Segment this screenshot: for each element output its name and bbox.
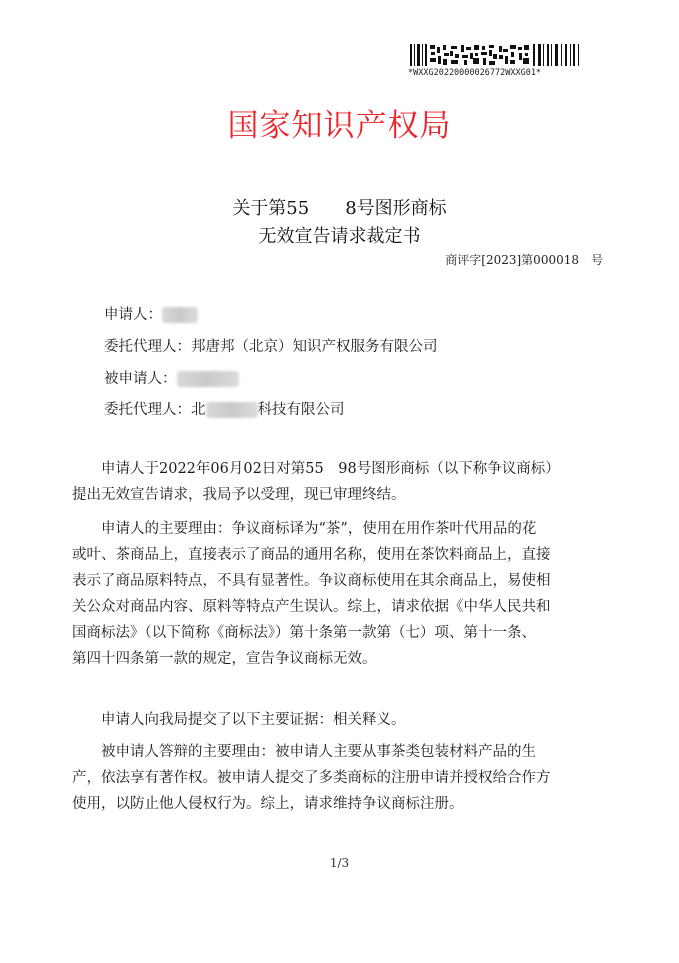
paragraph-line: 表示了商品原料特点，不具有显著性。争议商标使用在其余商品上，易使相 [72, 573, 551, 589]
respondent-label: 被申请人： [104, 371, 177, 387]
agent1-label: 委托代理人： [104, 339, 191, 355]
document-number: 商评字[2023]第000018 号 [445, 253, 603, 267]
paragraph-line: 第四十四条第一款的规定，宣告争议商标无效。 [72, 651, 377, 667]
barcode-text: *WXXG20220000026772WXXG01* [408, 68, 542, 78]
paragraph-respondent-reasons [72, 739, 612, 817]
document-title-line2: 无效宣告请求裁定书 [258, 226, 421, 247]
paragraph-line: 或叶、茶商品上，直接表示了商品的通用名称，使用在茶饮料商品上，直接 [72, 547, 551, 563]
agent2-prefix: 北 [191, 402, 206, 418]
paragraph-line: 申请人于2022年06月02日对第55 98号图形商标（以下称争议商标） [72, 461, 560, 477]
redacted-name [162, 307, 198, 323]
paragraph-line: 提出无效宣告请求，我局予以受理，现已审理终结。 [72, 487, 406, 503]
respondent-row [104, 367, 239, 388]
agent2-row [104, 398, 345, 419]
barcode-block [408, 44, 586, 78]
paragraph-line: 产，依法享有著作权。被申请人提交了多类商标的注册申请并授权给合作方 [72, 770, 551, 786]
page-number: 1/3 [329, 856, 350, 870]
paragraph-line: 申请人向我局提交了以下主要证据：相关释义。 [72, 712, 406, 728]
paragraph-line: 被申请人答辩的主要理由：被申请人主要从事茶类包装材料产品的生 [72, 744, 536, 760]
applicant-row [104, 303, 198, 324]
paragraph-line: 国商标法》（以下简称《商标法》）第十条第一款第（七）项、第十一条、 [72, 625, 536, 641]
agent1-row [104, 335, 438, 356]
paragraph-line: 申请人的主要理由：争议商标译为“茶”，使用在用作茶叶代用品的花 [72, 521, 537, 537]
redacted-name [177, 371, 239, 387]
redacted-name [206, 402, 258, 418]
barcode-icon [410, 44, 580, 66]
agent2-suffix: 科技有限公司 [257, 402, 345, 418]
paragraph-evidence [72, 707, 612, 733]
document-title-line1: 关于第55 8号图形商标 [232, 198, 447, 219]
paragraph-request [72, 456, 612, 508]
agent2-label: 委托代理人： [104, 402, 191, 418]
paragraph-applicant-reasons [72, 516, 612, 672]
paragraph-line: 使用，以防止他人侵权行为。综上，请求维持争议商标注册。 [72, 796, 464, 812]
applicant-label: 申请人： [104, 307, 162, 323]
agent1-value: 邦唐邦（北京）知识产权服务有限公司 [191, 339, 438, 355]
agency-title: 国家知识产权局 [227, 108, 452, 144]
paragraph-line: 关公众对商品内容、原料等特点产生误认。综上，请求依据《中华人民共和 [72, 599, 551, 615]
